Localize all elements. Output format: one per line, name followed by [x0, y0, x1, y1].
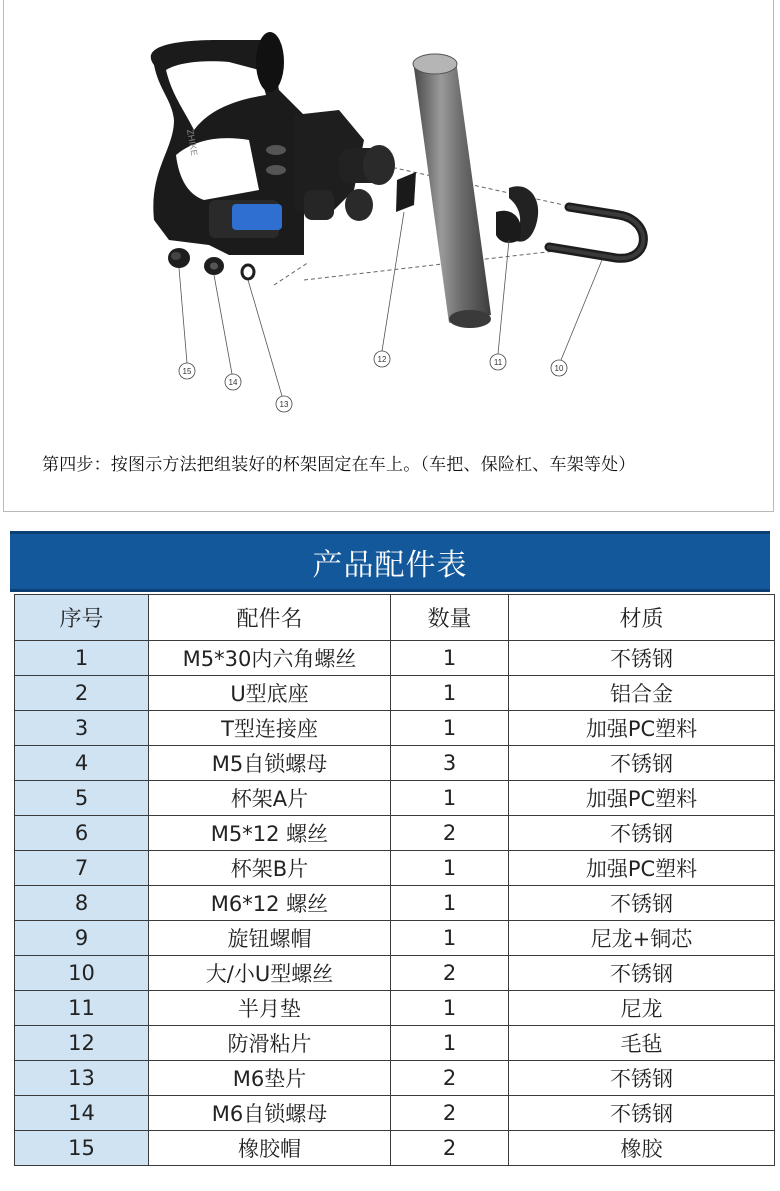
table-row [15, 641, 775, 676]
table-row [15, 921, 775, 956]
u-bolt-icon [549, 207, 643, 258]
callout-10 [551, 360, 567, 376]
cell-quantity: 2 [391, 816, 509, 851]
cell-material: 不锈钢 [509, 816, 775, 851]
cell-index: 8 [15, 886, 149, 921]
table-row [15, 991, 775, 1026]
callout-14 [225, 374, 241, 390]
cell-quantity: 1 [391, 991, 509, 1026]
cell-quantity: 2 [391, 1096, 509, 1131]
svg-text:14: 14 [228, 378, 238, 387]
rubber-cap-icon [168, 248, 190, 268]
cell-index: 1 [15, 641, 149, 676]
cell-material: 毛毡 [509, 1026, 775, 1061]
parts-table-body [15, 641, 775, 1166]
cell-material: 尼龙+铜芯 [509, 921, 775, 956]
cell-index: 10 [15, 956, 149, 991]
cell-index: 6 [15, 816, 149, 851]
column-header-material: 材质 [509, 595, 775, 641]
svg-text:15: 15 [182, 367, 192, 376]
anti-slip-pad-icon [396, 172, 416, 212]
cell-quantity: 1 [391, 676, 509, 711]
cell-material: 加强PC塑料 [509, 711, 775, 746]
cell-material: 不锈钢 [509, 886, 775, 921]
cell-index: 11 [15, 991, 149, 1026]
cell-material: 不锈钢 [509, 1096, 775, 1131]
cell-name: M6*12 螺丝 [149, 886, 391, 921]
column-header-index: 序号 [15, 595, 149, 641]
cell-name: M5自锁螺母 [149, 746, 391, 781]
table-row [15, 1061, 775, 1096]
cell-name: 防滑粘片 [149, 1026, 391, 1061]
cell-material: 不锈钢 [509, 746, 775, 781]
cell-name: 杯架A片 [149, 781, 391, 816]
lock-nut-icon [204, 257, 224, 275]
cell-index: 5 [15, 781, 149, 816]
cell-quantity: 1 [391, 711, 509, 746]
washer-icon [242, 265, 254, 279]
cell-name: 旋钮螺帽 [149, 921, 391, 956]
svg-text:12: 12 [377, 355, 387, 364]
cell-index: 3 [15, 711, 149, 746]
svg-text:11: 11 [493, 358, 503, 367]
cell-index: 15 [15, 1131, 149, 1166]
table-row [15, 1026, 775, 1061]
cell-index: 2 [15, 676, 149, 711]
column-header-name: 配件名 [149, 595, 391, 641]
cell-quantity: 1 [391, 781, 509, 816]
cell-material: 加强PC塑料 [509, 781, 775, 816]
cell-index: 13 [15, 1061, 149, 1096]
table-header-row [15, 595, 775, 641]
cell-quantity: 1 [391, 851, 509, 886]
cell-material: 橡胶 [509, 1131, 775, 1166]
svg-text:13: 13 [279, 400, 289, 409]
cell-name: M5*30内六角螺丝 [149, 641, 391, 676]
cell-quantity: 2 [391, 956, 509, 991]
table-row [15, 1096, 775, 1131]
clamp-knob-icon [294, 110, 395, 221]
callout-13 [276, 396, 292, 412]
cell-name: 橡胶帽 [149, 1131, 391, 1166]
cell-name: 杯架B片 [149, 851, 391, 886]
table-row [15, 746, 775, 781]
cell-material: 尼龙 [509, 991, 775, 1026]
cell-quantity: 1 [391, 886, 509, 921]
brand-mark: ZHIKE [185, 128, 200, 157]
cell-quantity: 2 [391, 1061, 509, 1096]
svg-text:10: 10 [554, 364, 564, 373]
table-row [15, 676, 775, 711]
cell-material: 加强PC塑料 [509, 851, 775, 886]
cell-name: M5*12 螺丝 [149, 816, 391, 851]
cell-quantity: 1 [391, 921, 509, 956]
cell-name: T型连接座 [149, 711, 391, 746]
column-header-quantity: 数量 [391, 595, 509, 641]
cell-quantity: 2 [391, 1131, 509, 1166]
cell-index: 12 [15, 1026, 149, 1061]
callout-11 [490, 354, 506, 370]
callout-12 [374, 351, 390, 367]
cell-name: M6自锁螺母 [149, 1096, 391, 1131]
instruction-panel [3, 0, 774, 512]
table-row [15, 1131, 775, 1166]
exploded-assembly-diagram [4, 0, 775, 430]
cell-quantity: 3 [391, 746, 509, 781]
table-row [15, 886, 775, 921]
cell-index: 14 [15, 1096, 149, 1131]
table-row [15, 781, 775, 816]
parts-table [14, 594, 775, 1166]
cell-quantity: 1 [391, 641, 509, 676]
table-row [15, 816, 775, 851]
cell-material: 不锈钢 [509, 641, 775, 676]
parts-table-title: 产品配件表 [312, 547, 468, 583]
table-row [15, 956, 775, 991]
cell-name: U型底座 [149, 676, 391, 711]
table-row [15, 711, 775, 746]
parts-table-header [10, 531, 770, 592]
cell-index: 4 [15, 746, 149, 781]
blue-bracket-icon [232, 204, 282, 230]
cell-name: 半月垫 [149, 991, 391, 1026]
cell-material: 不锈钢 [509, 1061, 775, 1096]
cup-holder-icon [151, 32, 304, 255]
cell-quantity: 1 [391, 1026, 509, 1061]
handlebar-tube-icon [413, 54, 491, 328]
cell-name: M6垫片 [149, 1061, 391, 1096]
cell-material: 不锈钢 [509, 956, 775, 991]
cell-name: 大/小U型螺丝 [149, 956, 391, 991]
callout-15 [179, 363, 195, 379]
step-instruction: 第四步：按图示方法把组装好的杯架固定在车上。（车把、保险杠、车架等处） [42, 455, 636, 475]
cell-material: 铝合金 [509, 676, 775, 711]
cell-index: 7 [15, 851, 149, 886]
half-moon-gasket-icon [496, 186, 538, 243]
table-row [15, 851, 775, 886]
cell-index: 9 [15, 921, 149, 956]
